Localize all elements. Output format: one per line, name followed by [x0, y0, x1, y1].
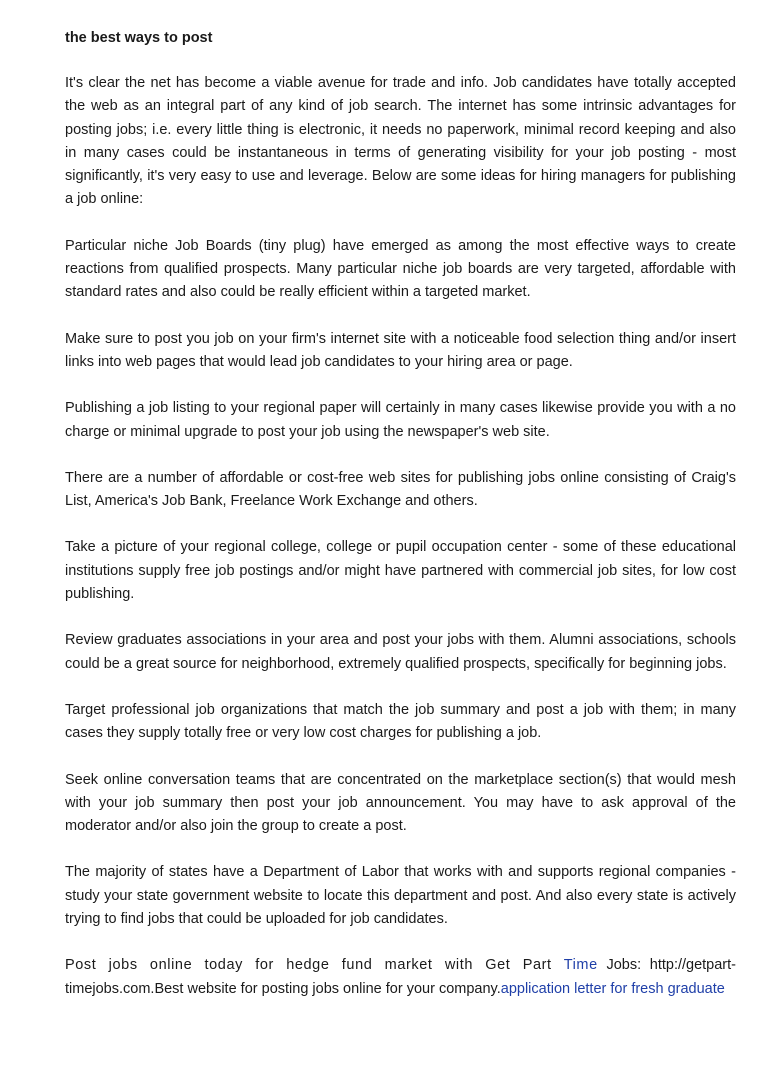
document-title: the best ways to post — [65, 30, 213, 46]
final-text-before: Post jobs online today for hedge fund market with Get Part — [65, 957, 564, 974]
paragraph-firm-website: Make sure to post you job on your firm's internet site with a noticeable food selection thing and/or insert links into web pages that would lead job candidates to your hiring area or page. — [65, 330, 736, 370]
paragraph-online-conversation-teams: Seek online conversation teams that are concentrated on the marketplace section(s) that would mesh with your job summary then post your job announcement. You may have to ask approval of the moderator and/or also join the group to create a post. — [65, 771, 736, 835]
paragraph-professional-organizations: Target professional job organizations that match the job summary and post a job with them; in many cases they supply totally free or very low cost charges for publishing a job. — [65, 701, 736, 742]
paragraph-graduate-associations: Review graduates associations in your area and post your jobs with them. Alumni associations, schools could be a great source for neighborhood, extremely qualified prospects, specifically for beginning jobs. — [65, 632, 736, 672]
paragraph-college-center: Take a picture of your regional college, college or pupil occupation center - some of these educational institutions supply free job postings and/or might have partnered with commercial job sites, for low cost publishing. — [65, 539, 736, 603]
paragraph-free-websites: There are a number of affordable or cost-free web sites for publishing jobs online consisting of Craig's List, America's Job Bank, Freelance Work Exchange and others. — [65, 469, 736, 510]
paragraph-niche-job-boards: Particular niche Job Boards (tiny plug) have emerged as among the most effective ways to create reactions from qualified prospects. Many particular niche job boards are very targeted, affordable with standard rates and also could be really efficient within a targeted market. — [65, 237, 736, 301]
paragraph-department-of-labor: The majority of states have a Department of Labor that works with and supports regional companies - study your state government website to locate this department and post. And also every state is actively trying to find jobs that could be uploaded for job candidates. — [65, 864, 736, 928]
document-page — [65, 26, 736, 1024]
paragraph-regional-paper: Publishing a job listing to your regional paper will certainly in many cases likewise provide you with a no charge or minimal upgrade to post your job using the newspaper's web site. — [65, 400, 736, 440]
paragraph-final — [65, 954, 736, 1001]
link-application-letter[interactable]: application letter for fresh graduate — [500, 980, 725, 997]
link-time[interactable]: Time — [563, 957, 598, 974]
paragraph-intro: It's clear the net has become a viable avenue for trade and info. Job candidates have totally accepted the web as an integral part of any kind of job search. The internet has some intrinsic advantages for posting jobs; i.e. every little thing is electronic, it needs no paperwork, minimal record keeping and also in many cases could be instantaneous in terms of generating visibility for your job posting - most significantly, it's very easy to use and leverage. Below are some ideas for hiring managers for publishing a job online: — [65, 75, 736, 208]
final-text-middle: Jobs: http://getpart-timejobs.com.Best website for posting jobs online for your company. — [65, 957, 736, 997]
